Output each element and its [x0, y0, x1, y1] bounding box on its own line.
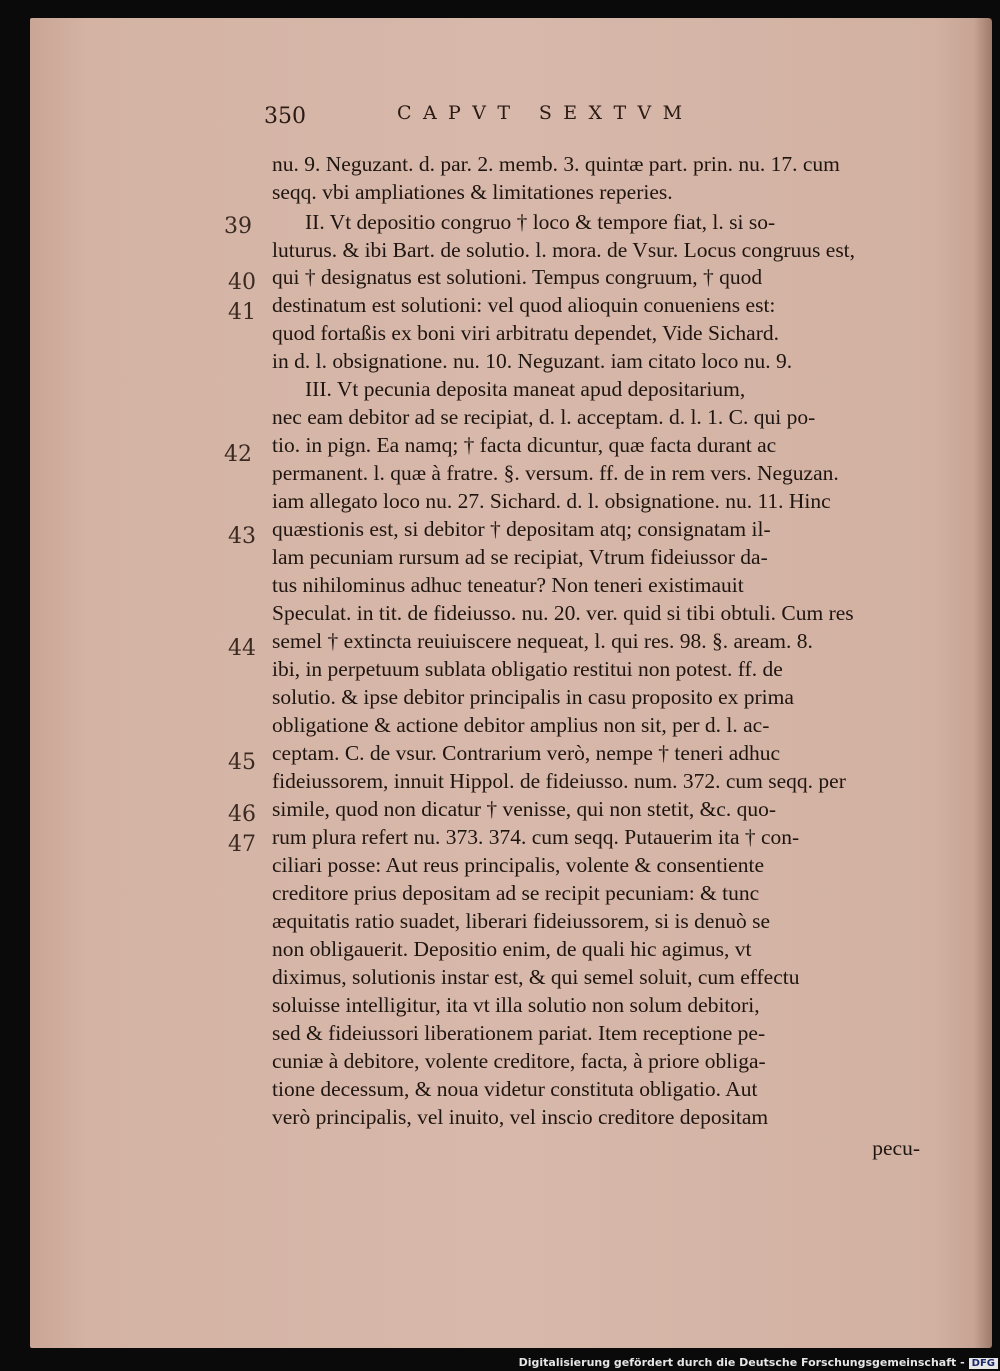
- text-line: fideiussorem, innuit Hippol. de fideiusso. num. 372. cum seqq. per: [272, 769, 846, 793]
- text-line: semel † extincta reuiuiscere nequeat, l. qui res. 98. §. aream. 8.: [272, 629, 813, 653]
- margin-number: 40: [228, 270, 256, 295]
- margin-number: 47: [228, 832, 256, 857]
- dfg-logo: DFG: [969, 1358, 998, 1369]
- text-line: tio. in pign. Ea namq; † facta dicuntur, quæ facta durant ac: [272, 433, 777, 457]
- text-line: iam allegato loco nu. 27. Sichard. d. l. obsignatione. nu. 11. Hinc: [272, 489, 831, 513]
- text-line: nec eam debitor ad se recipiat, d. l. acceptam. d. l. 1. C. qui po-: [272, 405, 816, 429]
- running-head: CAPVT SEXTVM: [397, 102, 694, 124]
- text-line: soluisse intelligitur, ita vt illa solutio non solum debitori,: [272, 993, 760, 1017]
- page-gutter-shadow: [974, 18, 992, 1348]
- catchword: pecu-: [872, 1136, 920, 1160]
- text-line: quod fortaßis ex boni viri arbitratu dependet, Vide Sichard.: [272, 321, 780, 345]
- text-line: cuniæ à debitore, volente creditore, facta, à priore obliga-: [272, 1049, 766, 1073]
- text-line: obligatione & actione debitor amplius non sit, per d. l. ac-: [272, 713, 770, 737]
- text-line: quæstionis est, si debitor † depositam atq; consignatam il-: [272, 517, 771, 541]
- text-line: destinatum est solutioni: vel quod alioquin conueniens est:: [272, 293, 776, 317]
- text-line: seqq. vbi ampliationes & limitationes reperies.: [272, 180, 673, 204]
- text-line: tus nihilominus adhuc teneatur? Non teneri existimauit: [272, 573, 744, 597]
- text-line: permanent. l. quæ à fratre. §. versum. ff. de in rem vers. Neguzan.: [272, 461, 839, 485]
- text-line: tione decessum, & noua videtur constituta obligatio. Aut: [272, 1077, 758, 1101]
- margin-number: 39: [224, 214, 252, 239]
- text-line: Speculat. in tit. de fideiusso. nu. 20. ver. quid si tibi obtuli. Cum res: [272, 601, 854, 625]
- text-line: qui † designatus est solutioni. Tempus congruum, † quod: [272, 265, 763, 289]
- margin-number: 44: [228, 636, 256, 661]
- page-number: 350: [264, 104, 306, 129]
- text-line: nu. 9. Neguzant. d. par. 2. memb. 3. quintæ part. prin. nu. 17. cum: [272, 152, 840, 176]
- margin-number: 46: [228, 802, 256, 827]
- margin-number: 45: [228, 750, 256, 775]
- margin-number: 42: [224, 442, 252, 467]
- text-line: III. Vt pecunia deposita maneat apud depositarium,: [305, 377, 746, 401]
- text-line: ciliari posse: Aut reus principalis, volente & consentiente: [272, 853, 764, 877]
- text-line: ibi, in perpetuum sublata obligatio restitui non potest. ff. de: [272, 657, 783, 681]
- credit-text: Digitalisierung gefördert durch die Deutsche Forschungsgemeinschaft -: [518, 1356, 965, 1369]
- page-header: [232, 96, 772, 136]
- text-line: creditore prius depositam ad se recipit pecuniam: & tunc: [272, 881, 760, 905]
- text-line: non obligauerit. Depositio enim, de quali hic agimus, vt: [272, 937, 752, 961]
- text-line: æquitatis ratio suadet, liberari fideiussorem, si is denuò se: [272, 909, 770, 933]
- text-line: solutio. & ipse debitor principalis in casu proposito ex prima: [272, 685, 794, 709]
- margin-number: 43: [228, 524, 256, 549]
- text-line: simile, quod non dicatur † venisse, qui non stetit, &c. quo-: [272, 797, 776, 821]
- text-line: sed & fideiussori liberationem pariat. Item receptione pe-: [272, 1021, 766, 1045]
- text-line: lam pecuniam rursum ad se recipiat, Vtrum fideiussor da-: [272, 545, 768, 569]
- text-line: rum plura refert nu. 373. 374. cum seqq. Putauerim ita † con-: [272, 825, 800, 849]
- text-line: verò principalis, vel inuito, vel inscio creditore depositam: [272, 1105, 769, 1129]
- digitization-credit: [519, 1356, 998, 1369]
- margin-number: 41: [228, 300, 256, 325]
- text-line: diximus, solutionis instar est, & qui semel soluit, cum effectu: [272, 965, 800, 989]
- text-line: II. Vt depositio congruo † loco & tempore fiat, l. si so-: [305, 210, 776, 234]
- text-line: luturus. & ibi Bart. de solutio. l. mora. de Vsur. Locus congruus est,: [272, 238, 856, 262]
- text-line: in d. l. obsignatione. nu. 10. Neguzant. iam citato loco nu. 9.: [272, 349, 793, 373]
- text-line: ceptam. C. de vsur. Contrarium verò, nempe † teneri adhuc: [272, 741, 781, 765]
